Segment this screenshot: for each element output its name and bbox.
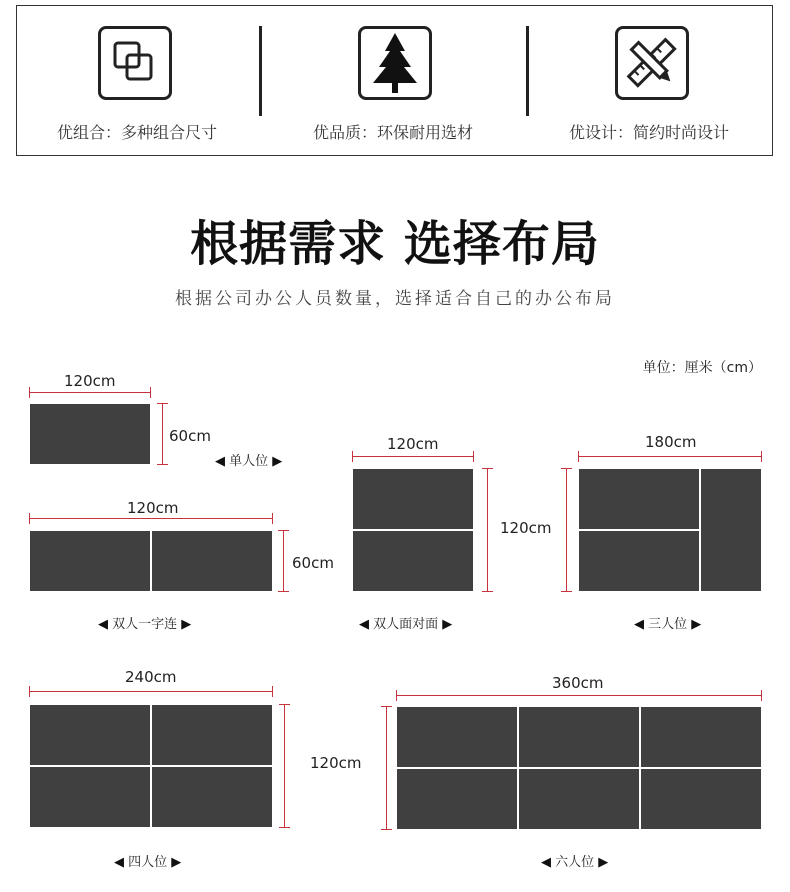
double-face-width-label: 120cm (387, 435, 439, 453)
desk-triple-2 (579, 531, 699, 591)
desk-single (30, 404, 150, 464)
caption-quad-text: 四人位 (128, 855, 168, 870)
left-arrow-icon: ◀ (98, 617, 108, 632)
desk-quad-1 (30, 705, 150, 765)
caption-double-line (98, 613, 191, 632)
right-arrow-icon: ▶ (598, 855, 609, 870)
desk-triple-3 (701, 469, 761, 591)
double-line-width-label: 120cm (127, 499, 179, 517)
divider (526, 26, 529, 116)
caption-triple-text: 三人位 (648, 617, 688, 632)
feature-label-combination: 优组合：多种组合尺寸 (56, 123, 217, 142)
caption-double-line-text: 双人一字连 (112, 617, 178, 632)
right-arrow-icon: ▶ (272, 454, 283, 469)
left-arrow-icon: ◀ (359, 617, 369, 632)
width-dimension-line (30, 518, 272, 519)
depth-dimension-line (566, 469, 567, 591)
desk-quad-3 (30, 767, 150, 827)
single-width-label: 120cm (64, 372, 116, 390)
desk-double-face-1 (353, 469, 473, 529)
caption-double-face (359, 613, 452, 632)
features-panel (16, 5, 773, 156)
pine-tree-icon (358, 26, 432, 100)
width-dimension-line (30, 392, 150, 393)
desk-quad-4 (152, 767, 272, 827)
unit-note: 单位：厘米（cm） (642, 360, 762, 376)
overlap-squares-icon (98, 26, 172, 100)
page-subtitle: 根据公司办公人员数量，选择适合自己的办公布局 (175, 289, 615, 309)
triple-width-label: 180cm (645, 433, 697, 451)
desk-double-face-2 (353, 531, 473, 591)
ruler-pencil-icon (615, 26, 689, 100)
depth-dimension-line (162, 404, 163, 464)
caption-triple (634, 613, 701, 632)
left-arrow-icon: ◀ (634, 617, 644, 632)
desk-six-2 (519, 707, 639, 767)
caption-single (215, 450, 282, 469)
double-face-depth-label: 120cm (500, 519, 552, 537)
six-width-label: 360cm (552, 674, 604, 692)
quad-width-label: 240cm (125, 668, 177, 686)
single-depth-label: 60cm (169, 427, 211, 445)
caption-six-text: 六人位 (555, 855, 595, 870)
depth-dimension-line (386, 707, 387, 829)
page-title: 根据需求 选择布局 (190, 216, 600, 272)
right-arrow-icon: ▶ (442, 617, 453, 632)
feature-label-design: 优设计：简约时尚设计 (568, 123, 729, 142)
caption-six (541, 851, 608, 870)
desk-six-3 (641, 707, 761, 767)
width-dimension-line (353, 456, 473, 457)
left-arrow-icon: ◀ (114, 855, 124, 870)
right-arrow-icon: ▶ (691, 617, 702, 632)
desk-six-5 (519, 769, 639, 829)
caption-single-text: 单人位 (229, 454, 269, 469)
caption-quad (114, 851, 181, 870)
caption-double-face-text: 双人面对面 (373, 617, 439, 632)
left-arrow-icon: ◀ (215, 454, 225, 469)
double-line-depth-label: 60cm (292, 554, 334, 572)
desk-double-line-1 (30, 531, 150, 591)
right-arrow-icon: ▶ (171, 855, 182, 870)
quad-depth-label: 120cm (310, 754, 362, 772)
desk-six-1 (397, 707, 517, 767)
left-arrow-icon: ◀ (541, 855, 551, 870)
desk-triple-1 (579, 469, 699, 529)
right-arrow-icon: ▶ (181, 617, 192, 632)
desk-double-line-2 (152, 531, 272, 591)
feature-label-quality: 优品质：环保耐用选材 (312, 123, 473, 142)
desk-six-4 (397, 769, 517, 829)
width-dimension-line (579, 456, 761, 457)
depth-dimension-line (284, 705, 285, 827)
depth-dimension-line (487, 469, 488, 591)
width-dimension-line (30, 691, 272, 692)
width-dimension-line (397, 695, 761, 696)
divider (259, 26, 262, 116)
desk-quad-2 (152, 705, 272, 765)
desk-six-6 (641, 769, 761, 829)
depth-dimension-line (283, 531, 284, 591)
